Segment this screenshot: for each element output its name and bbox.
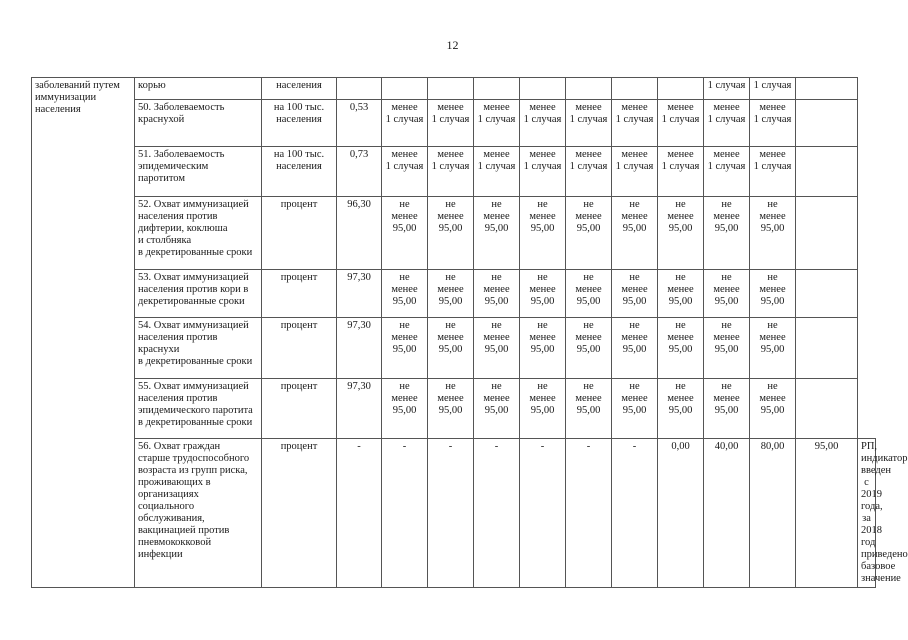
- year-value: не менее 95,00: [520, 318, 566, 379]
- year-value: не менее 95,00: [566, 318, 612, 379]
- unit-cell: процент: [262, 379, 337, 439]
- unit-cell: процент: [262, 439, 337, 588]
- year-value: не менее 95,00: [382, 318, 428, 379]
- note-cell: РП, индикатор введен с 2019 года, за 2018 год приведено базовое значение: [858, 439, 876, 588]
- base-value: [337, 78, 382, 100]
- year-value: не менее 95,00: [474, 379, 520, 439]
- unit-cell: на 100 тыс. населения: [262, 147, 337, 197]
- year-value: 1 случая: [704, 78, 750, 100]
- indicators-table: [31, 77, 908, 588]
- year-value: не менее 95,00: [566, 197, 612, 270]
- year-value: менее 1 случая: [658, 100, 704, 147]
- year-value: менее 1 случая: [520, 147, 566, 197]
- year-value: -: [382, 439, 428, 588]
- unit-cell: процент: [262, 270, 337, 318]
- page-number: 12: [446, 38, 459, 52]
- year-value: менее 1 случая: [612, 147, 658, 197]
- year-value: не менее 95,00: [704, 318, 750, 379]
- year-value: [658, 78, 704, 100]
- year-value: не менее 95,00: [612, 379, 658, 439]
- year-value: -: [566, 439, 612, 588]
- unit-cell: населения: [262, 78, 337, 100]
- year-value: не менее 95,00: [474, 197, 520, 270]
- year-value: менее 1 случая: [750, 147, 796, 197]
- year-value: [612, 78, 658, 100]
- table-row: [32, 439, 876, 588]
- unit-cell: процент: [262, 197, 337, 270]
- note-cell: [796, 270, 858, 318]
- year-value: не менее 95,00: [428, 197, 474, 270]
- year-value: менее 1 случая: [474, 147, 520, 197]
- indicator-name: 55. Охват иммунизацией населения против эпидемического паротита в декретированные сроки: [135, 379, 262, 439]
- indicator-name: 51. Заболеваемость эпидемическим паротитом: [135, 147, 262, 197]
- year-value: менее 1 случая: [428, 147, 474, 197]
- base-value: 0,73: [337, 147, 382, 197]
- year-value: менее 1 случая: [704, 147, 750, 197]
- year-value: не менее 95,00: [658, 197, 704, 270]
- year-value: не менее 95,00: [612, 270, 658, 318]
- year-value: не менее 95,00: [428, 379, 474, 439]
- unit-cell: процент: [262, 318, 337, 379]
- indicator-name: 54. Охват иммунизацией населения против краснухи в декретированные сроки: [135, 318, 262, 379]
- indicator-name: 52. Охват иммунизацией населения против дифтерии, коклюша и столбняка в декретированные сроки: [135, 197, 262, 270]
- table-row: [32, 197, 876, 270]
- year-value: менее 1 случая: [428, 100, 474, 147]
- year-value: [520, 78, 566, 100]
- year-value: [474, 78, 520, 100]
- base-value: -: [337, 439, 382, 588]
- year-value: менее 1 случая: [382, 147, 428, 197]
- note-cell: [796, 379, 858, 439]
- year-value: не менее 95,00: [658, 318, 704, 379]
- base-value: 97,30: [337, 379, 382, 439]
- table-row: [32, 318, 876, 379]
- year-value: менее 1 случая: [382, 100, 428, 147]
- year-value: не менее 95,00: [750, 318, 796, 379]
- year-value: -: [612, 439, 658, 588]
- year-value: менее 1 случая: [566, 147, 612, 197]
- year-value: 95,00: [796, 439, 858, 588]
- note-cell: [796, 100, 858, 147]
- year-value: [566, 78, 612, 100]
- year-value: менее 1 случая: [658, 147, 704, 197]
- year-value: не менее 95,00: [520, 379, 566, 439]
- year-value: не менее 95,00: [428, 270, 474, 318]
- year-value: менее 1 случая: [566, 100, 612, 147]
- table-row: [32, 100, 876, 147]
- indicator-name: корью: [135, 78, 262, 100]
- unit-cell: на 100 тыс. населения: [262, 100, 337, 147]
- base-value: 97,30: [337, 270, 382, 318]
- year-value: не менее 95,00: [382, 197, 428, 270]
- indicator-name: 53. Охват иммунизацией населения против кори в декретированные сроки: [135, 270, 262, 318]
- year-value: менее 1 случая: [520, 100, 566, 147]
- year-value: не менее 95,00: [750, 197, 796, 270]
- year-value: [428, 78, 474, 100]
- note-cell: [796, 318, 858, 379]
- year-value: -: [474, 439, 520, 588]
- year-value: не менее 95,00: [382, 270, 428, 318]
- year-value: менее 1 случая: [750, 100, 796, 147]
- year-value: не менее 95,00: [750, 270, 796, 318]
- year-value: не менее 95,00: [704, 197, 750, 270]
- year-value: -: [428, 439, 474, 588]
- indicator-name: 50. Заболеваемость краснухой: [135, 100, 262, 147]
- year-value: не менее 95,00: [658, 270, 704, 318]
- year-value: не менее 95,00: [658, 379, 704, 439]
- year-value: 0,00: [658, 439, 704, 588]
- note-cell: [796, 197, 858, 270]
- year-value: не менее 95,00: [520, 197, 566, 270]
- note-cell: [796, 78, 858, 100]
- base-value: 0,53: [337, 100, 382, 147]
- goal-cell: заболеваний путем иммунизации населения: [32, 78, 135, 588]
- year-value: не менее 95,00: [428, 318, 474, 379]
- year-value: [382, 78, 428, 100]
- year-value: не менее 95,00: [750, 379, 796, 439]
- note-cell: [796, 147, 858, 197]
- year-value: 80,00: [750, 439, 796, 588]
- table-row: [32, 270, 876, 318]
- year-value: не менее 95,00: [566, 379, 612, 439]
- base-value: 97,30: [337, 318, 382, 379]
- year-value: -: [520, 439, 566, 588]
- year-value: не менее 95,00: [566, 270, 612, 318]
- year-value: не менее 95,00: [474, 318, 520, 379]
- year-value: менее 1 случая: [612, 100, 658, 147]
- year-value: менее 1 случая: [704, 100, 750, 147]
- year-value: не менее 95,00: [612, 318, 658, 379]
- base-value: 96,30: [337, 197, 382, 270]
- year-value: не менее 95,00: [612, 197, 658, 270]
- indicator-name: 56. Охват граждан старше трудоспособного возраста из групп риска, проживающих в организациях социального обслуживания, вакцинацией против пневмококковой инфекции: [135, 439, 262, 588]
- year-value: не менее 95,00: [520, 270, 566, 318]
- year-value: не менее 95,00: [704, 379, 750, 439]
- table-row: [32, 78, 876, 100]
- year-value: не менее 95,00: [704, 270, 750, 318]
- year-value: менее 1 случая: [474, 100, 520, 147]
- year-value: не менее 95,00: [474, 270, 520, 318]
- table-row: [32, 147, 876, 197]
- year-value: 40,00: [704, 439, 750, 588]
- year-value: 1 случая: [750, 78, 796, 100]
- year-value: не менее 95,00: [382, 379, 428, 439]
- table-row: [32, 379, 876, 439]
